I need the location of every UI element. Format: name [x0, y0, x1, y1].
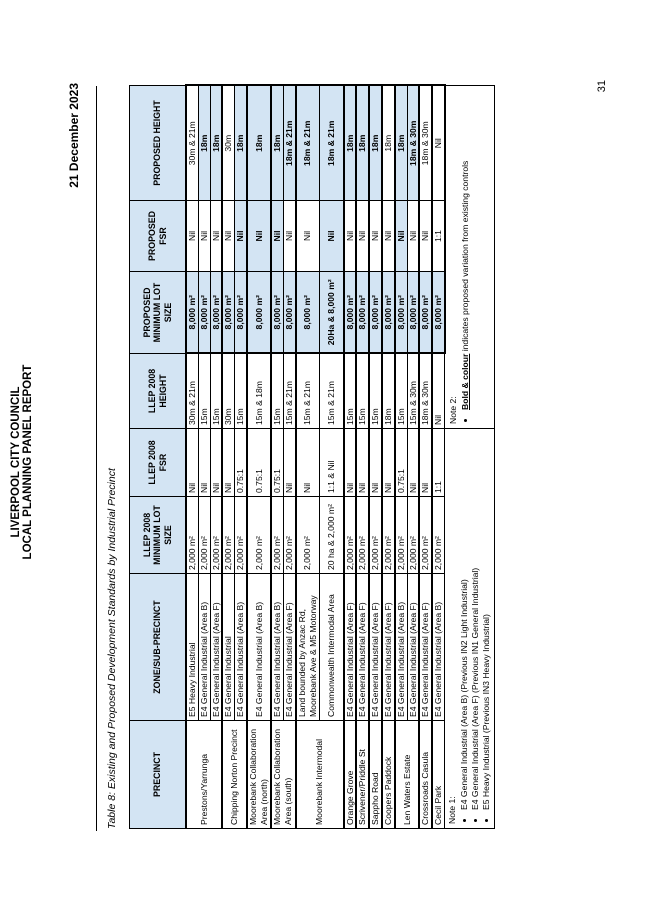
development-standards-table	[129, 85, 495, 830]
height-cell: 15m	[235, 354, 247, 429]
height-cell: 15m	[369, 354, 382, 429]
lot-cell: 2,000 m²	[344, 497, 357, 574]
lot-cell: 2,000 m²	[247, 497, 271, 574]
page-number: 31	[596, 80, 608, 93]
p-lot-cell: 8,000 m²	[247, 272, 271, 354]
height-cell: Nil	[432, 354, 445, 429]
table-row	[186, 86, 198, 829]
column-header: LLEP 2008 MINIMUM LOT SIZE	[130, 497, 187, 574]
note-2	[445, 86, 494, 429]
height-cell: 18m & 30m	[419, 354, 432, 429]
zone-cell: E4 General Industrial (Area F)	[344, 574, 357, 721]
lot-cell: 2,000 m²	[407, 497, 419, 574]
table-row	[369, 86, 382, 829]
table-row	[296, 86, 320, 829]
height-cell: 15m & 21m	[320, 354, 344, 429]
table-row	[382, 86, 395, 829]
p-fsr-cell: Nil	[247, 201, 271, 272]
p-fsr-cell: Nil	[235, 201, 247, 272]
precinct-cell: Orange Grove	[344, 721, 357, 829]
p-fsr-cell: Nil	[296, 201, 320, 272]
table-row	[283, 86, 295, 829]
p-lot-cell: 8,000 m²	[210, 272, 222, 354]
zone-cell: E4 General Industrial (Area B)	[247, 574, 271, 721]
lot-cell: 2,000 m²	[210, 497, 222, 574]
p-lot-cell: 8,000 m²	[344, 272, 357, 354]
p-fsr-cell: Nil	[210, 201, 222, 272]
precinct-cell: Coopers Paddock	[382, 721, 395, 829]
p-height-cell: 18m	[356, 86, 369, 201]
note-1-title: Note 1:	[447, 796, 458, 824]
height-cell: 30m	[222, 354, 234, 429]
p-height-cell: 18m	[247, 86, 271, 201]
column-header: PROPOSED HEIGHT	[130, 86, 187, 201]
lot-cell: 2,000 m²	[382, 497, 395, 574]
precinct-cell: Prestons/Yarrunga	[186, 721, 222, 829]
table-header-row	[130, 86, 187, 829]
column-header: LLEP 2008 FSR	[130, 429, 187, 497]
p-fsr-cell: Nil	[369, 201, 382, 272]
council-title: LIVERPOOL CITY COUNCIL	[10, 386, 22, 538]
p-lot-cell: 8,000 m²	[235, 272, 247, 354]
p-height-cell: 30m & 21m	[186, 86, 198, 201]
zone-cell: E4 General Industrial (Area B)	[395, 574, 407, 721]
p-fsr-cell: Nil	[419, 201, 432, 272]
fsr-cell: 0.75:1	[395, 429, 407, 497]
lot-cell: 2,000 m²	[222, 497, 234, 574]
p-lot-cell: 8,000 m²	[432, 272, 445, 354]
report-date: 21 December 2023	[67, 83, 81, 188]
precinct-cell: Cecil Park	[432, 721, 445, 829]
lot-cell: 2,000 m²	[283, 497, 295, 574]
fsr-cell: 1:1	[432, 429, 445, 497]
p-height-cell: 18m	[395, 86, 407, 201]
precinct-cell: Moorebank Intermodal	[296, 721, 344, 829]
zone-cell: E4 General Industrial (Area F)	[369, 574, 382, 721]
note-1	[445, 429, 494, 829]
zone-cell: E4 General Industrial	[222, 574, 234, 721]
precinct-cell: Sappho Road	[369, 721, 382, 829]
fsr-cell: Nil	[222, 429, 234, 497]
note-2-title: Note 2:	[447, 396, 458, 424]
p-fsr-cell: Nil	[283, 201, 295, 272]
lot-cell: 2,000 m²	[369, 497, 382, 574]
header-rule	[96, 86, 97, 831]
p-height-cell: 18m	[198, 86, 210, 201]
height-cell: 15m	[271, 354, 283, 429]
precinct-cell: Scrivener/Priddle St	[356, 721, 369, 829]
fsr-cell: 0.75:1	[235, 429, 247, 497]
p-lot-cell: 20Ha & 8,000 m²	[320, 272, 344, 354]
p-fsr-cell: Nil	[382, 201, 395, 272]
p-lot-cell: 8,000 m²	[419, 272, 432, 354]
table-row	[356, 86, 369, 829]
table-row	[247, 86, 271, 829]
p-height-cell: 18m	[271, 86, 283, 201]
table-row	[419, 86, 432, 829]
p-height-cell: 18m & 30m	[419, 86, 432, 201]
table-row	[395, 86, 407, 829]
p-lot-cell: 8,000 m²	[395, 272, 407, 354]
p-height-cell: 18m	[344, 86, 357, 201]
lot-cell: 2,000 m²	[419, 497, 432, 574]
table-row	[210, 86, 222, 829]
zone-cell: E4 General Industrial (Area F)	[283, 574, 295, 721]
table-row	[320, 86, 344, 829]
fsr-cell: Nil	[186, 429, 198, 497]
note-1-item: • E5 Heavy Industrial (Previous IN3 Heavy Industrial)	[481, 433, 492, 810]
height-cell: 15m	[356, 354, 369, 429]
report-title: LOCAL PLANNING PANEL REPORT	[22, 364, 34, 560]
table-row	[344, 86, 357, 829]
fsr-cell: Nil	[210, 429, 222, 497]
zone-cell: E4 General Industrial (Area B)	[198, 574, 210, 721]
p-lot-cell: 8,000 m²	[356, 272, 369, 354]
note-2-item	[460, 90, 471, 410]
zone-cell: E4 General Industrial (Area B)	[235, 574, 247, 721]
p-fsr-cell: Nil	[186, 201, 198, 272]
fsr-cell: Nil	[283, 429, 295, 497]
p-height-cell: 18m & 21m	[283, 86, 295, 201]
precinct-cell: Chipping Norton Precinct	[222, 721, 247, 829]
zone-cell: E4 General Industrial (Area F)	[210, 574, 222, 721]
zone-cell: E4 General Industrial (Area F)	[407, 574, 419, 721]
precinct-cell: Crossroads Casula	[419, 721, 432, 829]
p-fsr-cell: Nil	[222, 201, 234, 272]
p-lot-cell: 8,000 m²	[271, 272, 283, 354]
lot-cell: 2,000 m²	[296, 497, 320, 574]
p-height-cell: Nil	[432, 86, 445, 201]
p-height-cell: 18m & 21m	[320, 86, 344, 201]
p-fsr-cell: Nil	[407, 201, 419, 272]
p-height-cell: 18m & 21m	[296, 86, 320, 201]
fsr-cell: Nil	[296, 429, 320, 497]
height-cell: 15m	[210, 354, 222, 429]
column-header: PRECINCT	[130, 721, 187, 829]
p-height-cell: 18m	[210, 86, 222, 201]
table-caption: Table 8: Existing and Proposed Development Standards by Industrial Precinct	[106, 468, 118, 829]
zone-cell: E4 General Industrial (Area B)	[432, 574, 445, 721]
p-lot-cell: 8,000 m²	[283, 272, 295, 354]
p-fsr-cell: Nil	[344, 201, 357, 272]
p-height-cell: 18m & 30m	[407, 86, 419, 201]
table-body	[186, 86, 445, 829]
p-height-cell: 18m	[382, 86, 395, 201]
lot-cell: 2,000 m²	[186, 497, 198, 574]
height-cell: 15m	[395, 354, 407, 429]
fsr-cell: Nil	[369, 429, 382, 497]
table-row	[235, 86, 247, 829]
p-fsr-cell: Nil	[356, 201, 369, 272]
p-height-cell: 30m	[222, 86, 234, 201]
height-cell: 15m & 21m	[296, 354, 320, 429]
table-row	[222, 86, 234, 829]
table-row	[271, 86, 283, 829]
height-cell: 30m & 21m	[186, 354, 198, 429]
p-fsr-cell: Nil	[395, 201, 407, 272]
fsr-cell: Nil	[419, 429, 432, 497]
fsr-cell: Nil	[344, 429, 357, 497]
p-fsr-cell: Nil	[320, 201, 344, 272]
lot-cell: 2,000 m²	[432, 497, 445, 574]
zone-cell: Land bounded by Anzac Rd, Moorebank Ave & M5 Motorway	[296, 574, 320, 721]
lot-cell: 2,000 m²	[356, 497, 369, 574]
fsr-cell: Nil	[198, 429, 210, 497]
notes-row	[445, 86, 494, 829]
fsr-cell: 0.75:1	[271, 429, 283, 497]
height-cell: 18m	[382, 354, 395, 429]
height-cell: 15m & 18m	[247, 354, 271, 429]
table-row	[198, 86, 210, 829]
height-cell: 15m	[344, 354, 357, 429]
note-2-bold-text: Bold & colour	[459, 353, 470, 410]
p-fsr-cell: Nil	[271, 201, 283, 272]
table-row	[432, 86, 445, 829]
lot-cell: 2,000 m²	[198, 497, 210, 574]
lot-cell: 2,000 m²	[271, 497, 283, 574]
fsr-cell: Nil	[382, 429, 395, 497]
lot-cell: 2,000 m²	[235, 497, 247, 574]
note-1-item: • E4 General Industrial (Area B) (Previous IN2 Light Industrial)	[459, 433, 470, 810]
p-height-cell: 18m	[235, 86, 247, 201]
height-cell: 15m & 30m	[407, 354, 419, 429]
precinct-cell: Len Waters Estate	[395, 721, 420, 829]
p-lot-cell: 8,000 m²	[369, 272, 382, 354]
zone-cell: E4 General Industrial (Area B)	[271, 574, 283, 721]
lot-cell: 20 ha & 2,000 m²	[320, 497, 344, 574]
note-2-rest-text: indicates proposed variation from existing controls	[459, 160, 470, 354]
precinct-cell: Moorebank Collaboration Area (north)	[247, 721, 271, 829]
zone-cell: E4 General Industrial (Area F)	[419, 574, 432, 721]
column-header: ZONE/SUB-PRECINCT	[130, 574, 187, 721]
p-fsr-cell: Nil	[198, 201, 210, 272]
note-1-item: • E4 General Industrial (Area F) (Previous IN1 General Industrial)	[470, 433, 481, 810]
fsr-cell: 0.75:1	[247, 429, 271, 497]
column-header: LLEP 2008 HEIGHT	[130, 354, 187, 429]
height-cell: 15m	[198, 354, 210, 429]
lot-cell: 2,000 m²	[395, 497, 407, 574]
fsr-cell: Nil	[407, 429, 419, 497]
zone-cell: E4 General Industrial (Area F)	[382, 574, 395, 721]
p-lot-cell: 8,000 m²	[186, 272, 198, 354]
zone-cell: E4 General Industrial (Area F)	[356, 574, 369, 721]
p-lot-cell: 8,000 m²	[198, 272, 210, 354]
p-lot-cell: 8,000 m²	[382, 272, 395, 354]
table-row	[407, 86, 419, 829]
p-lot-cell: 8,000 m²	[407, 272, 419, 354]
precinct-cell: Moorebank Collaboration Area (south)	[271, 721, 296, 829]
fsr-cell: 1:1 & Nil	[320, 429, 344, 497]
zone-cell: E5 Heavy Industrial	[186, 574, 198, 721]
column-header: PROPOSED MINIMUM LOT SIZE	[130, 272, 187, 354]
column-header: PROPOSED FSR	[130, 201, 187, 272]
fsr-cell: Nil	[356, 429, 369, 497]
p-height-cell: 18m	[369, 86, 382, 201]
height-cell: 15m & 21m	[283, 354, 295, 429]
p-fsr-cell: 1:1	[432, 201, 445, 272]
p-lot-cell: 8,000 m²	[296, 272, 320, 354]
p-lot-cell: 8,000 m²	[222, 272, 234, 354]
zone-cell: Commonwealth Intermodal Area	[320, 574, 344, 721]
